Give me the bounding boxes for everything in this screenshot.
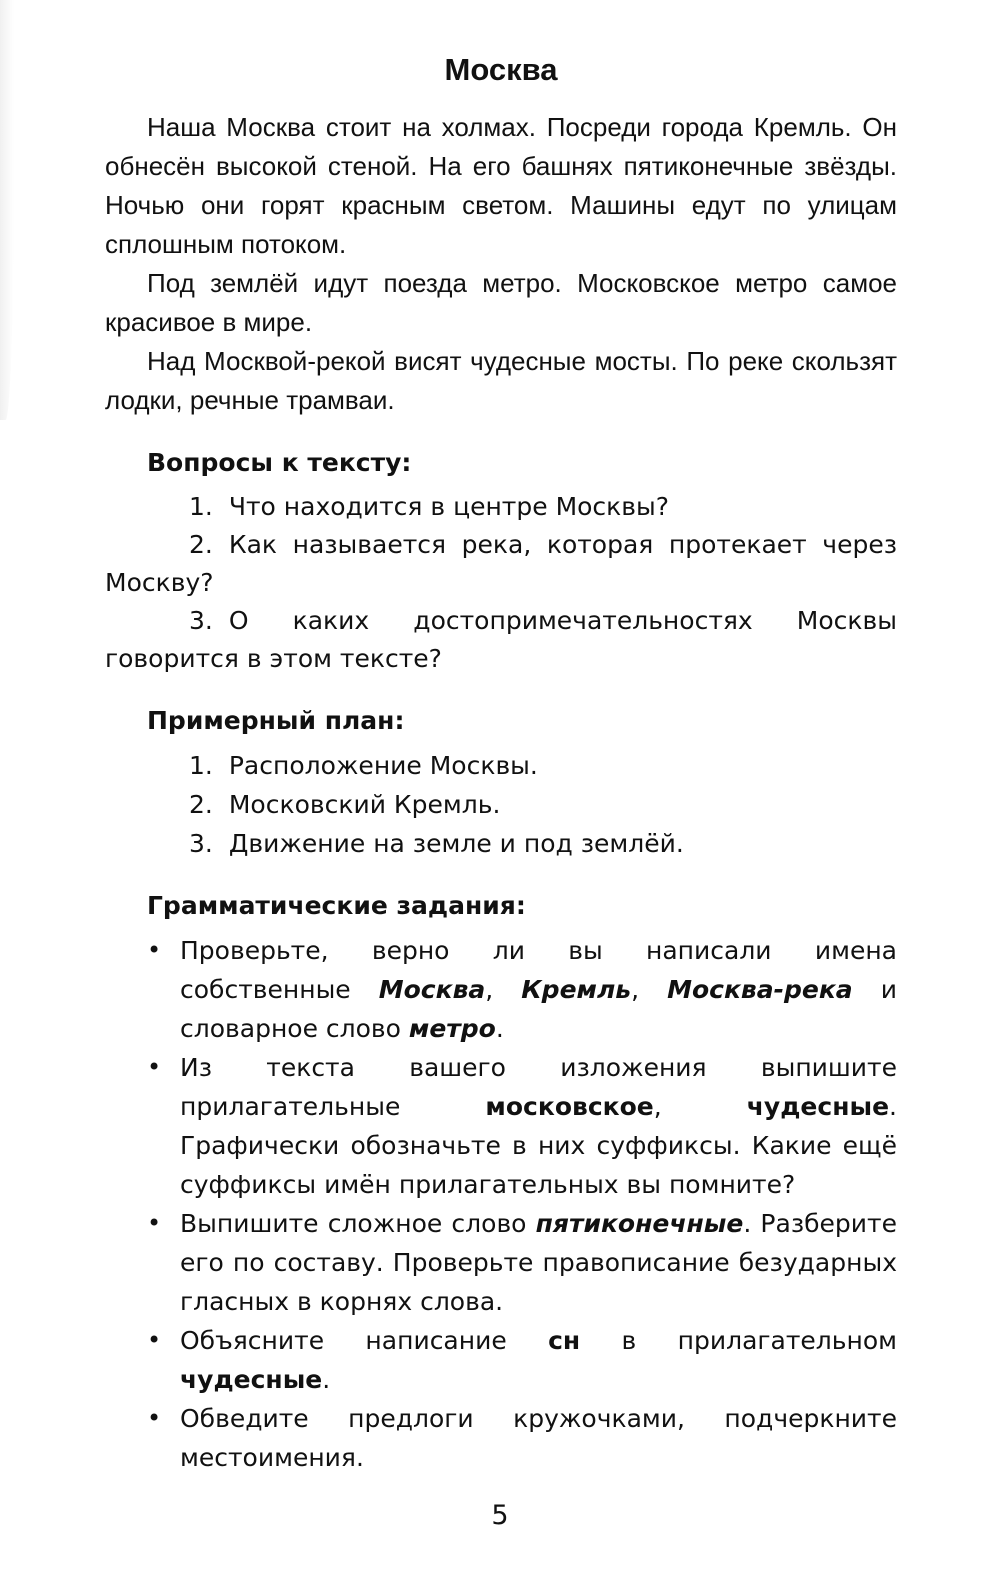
question-text: Что находится в центре Москвы? bbox=[228, 492, 670, 521]
bullet-icon: • bbox=[147, 1326, 162, 1354]
grammar-task bbox=[147, 1204, 897, 1321]
grammar-task-list bbox=[105, 931, 897, 1477]
question-number: 2. bbox=[189, 530, 213, 559]
grammar-heading: Грамматические задания: bbox=[147, 891, 526, 920]
questions-list bbox=[105, 488, 897, 678]
story-paragraph: Над Москвой-рекой висят чудесные мосты. По реке скользят лодки, речные трамваи. bbox=[105, 346, 897, 415]
question-text: О каких достопримечательностях Москвы говорится в этом тексте? bbox=[105, 606, 897, 673]
question-text: Как называется река, которая протекает через Москву? bbox=[105, 530, 897, 597]
story-paragraph: Наша Москва стоит на холмах. Посреди города Кремль. Он обнесён высокой стеной. На его башнях пятиконечные звёзды. Ночью они горят красным светом. Машины едут по улицам сплошным потоком. bbox=[105, 112, 897, 259]
grammar-task-text: Выпишите сложное слово пятиконечные. Разберите его по составу. Проверьте правописание безударных гласных в корнях слова. bbox=[180, 1209, 897, 1316]
plan-item bbox=[105, 746, 897, 785]
bullet-icon: • bbox=[147, 1209, 162, 1237]
story-paragraph: Под землёй идут поезда метро. Московское метро самое красивое в мире. bbox=[105, 268, 897, 337]
plan-number: 1. bbox=[189, 751, 213, 780]
bullet-icon: • bbox=[147, 936, 162, 964]
plan-item bbox=[105, 824, 897, 863]
grammar-task-text: Из текста вашего изложения выпишите прилагательные московское, чудесные. Графически обозначьте в них суффиксы. Какие ещё суффиксы имён прилагательных вы помните? bbox=[180, 1053, 897, 1199]
plan-list bbox=[105, 746, 897, 863]
plan-text: Движение на земле и под землёй. bbox=[228, 829, 684, 858]
grammar-task bbox=[147, 1048, 897, 1204]
plan-number: 3. bbox=[189, 829, 213, 858]
plan-heading: Примерный план: bbox=[147, 706, 405, 735]
page-title: Москва bbox=[444, 52, 558, 87]
question-item bbox=[105, 602, 897, 678]
question-number: 3. bbox=[189, 606, 213, 635]
plan-text: Расположение Москвы. bbox=[228, 751, 538, 780]
plan-number: 2. bbox=[189, 790, 213, 819]
grammar-task bbox=[147, 1321, 897, 1399]
plan-item bbox=[105, 785, 897, 824]
grammar-task-text: Обведите предлоги кружочками, подчеркните местоимения. bbox=[180, 1404, 897, 1472]
question-item bbox=[105, 526, 897, 602]
grammar-task-text: Объясните написание сн в прилагательном чудесные. bbox=[180, 1326, 897, 1394]
story-text bbox=[105, 108, 897, 420]
question-item bbox=[105, 488, 897, 526]
grammar-task bbox=[147, 931, 897, 1048]
page-number: 5 bbox=[491, 1500, 509, 1531]
questions-heading: Вопросы к тексту: bbox=[147, 448, 412, 477]
grammar-task bbox=[147, 1399, 897, 1477]
question-number: 1. bbox=[189, 492, 213, 521]
plan-text: Московский Кремль. bbox=[228, 790, 501, 819]
grammar-task-text: Проверьте, верно ли вы написали имена собственные Москва, Кремль, Москва-река и словарное слово метро. bbox=[180, 936, 897, 1043]
bullet-icon: • bbox=[147, 1404, 162, 1432]
bullet-icon: • bbox=[147, 1053, 162, 1081]
